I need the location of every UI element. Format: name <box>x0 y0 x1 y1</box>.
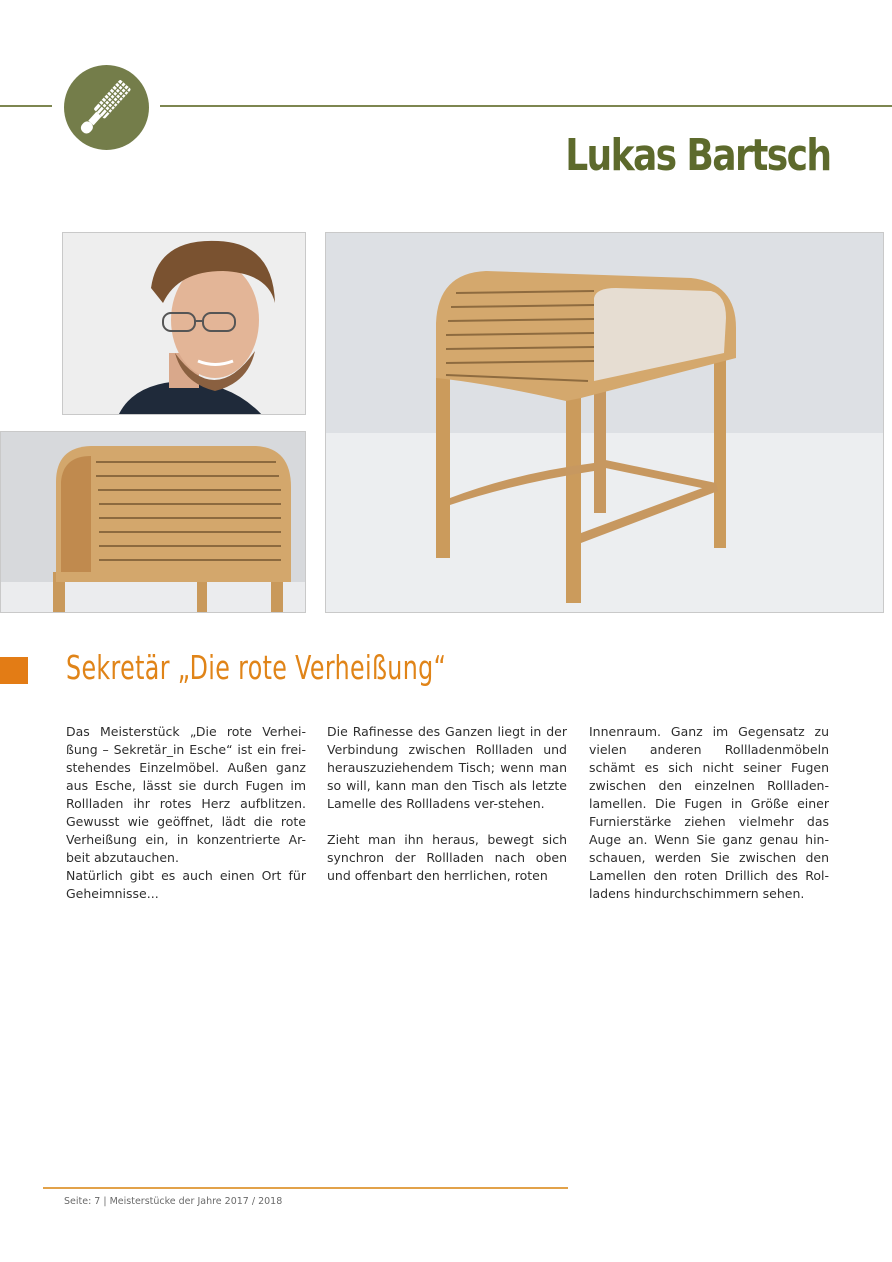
heading-marker <box>0 657 28 684</box>
paragraph: Zieht man ihn heraus, bewegt sich synchron der Rollladen nach oben und offenbart den herrlichen, roten <box>327 832 567 883</box>
rolltop-detail-photo <box>0 431 306 613</box>
paragraph: Das Meisterstück „Die rote Verhei-ßung – Sekretär_in Esche“ ist ein frei-stehendes Einzelmöbel. Außen ganz aus Esche, lässt sie durch Fugen im Rollladen ihr rotes Herz aufblitzen. Gewusst wie geöffnet, lädt die rote Verheißung ein, in konzentrierte Ar-beit abzutauchen. <box>66 724 306 865</box>
badge <box>64 65 149 150</box>
text-column-3 <box>589 723 829 921</box>
paragraph: Innenraum. Ganz im Gegensatz zu vielen anderen Rollladenmöbeln schämt es sich nicht seiner Fugen zwischen den einzelnen Rollladen-lamellen. Die Fugen in Größe einer Furnierstärke ziehen vielmehr das Auge an. Wenn Sie ganz genau hin-schauen, werden Sie zwischen den Lamellen den roten Drillich des Rol-ladens hindurchschimmern sehen. <box>589 724 829 901</box>
header-rule-right <box>160 105 892 107</box>
text-column-1 <box>66 723 306 921</box>
rasp-file-icon <box>64 65 149 150</box>
header-rule-left <box>0 105 52 107</box>
text-column-2 <box>327 723 567 903</box>
paragraph: Natürlich gibt es auch einen Ort für Geheimnisse... <box>66 868 306 901</box>
paragraph: Die Rafinesse des Ganzen liegt in der Verbindung zwischen Rollladen und herauszuziehendem Tisch; wenn man so will, kann man den Tisch als letzte Lamelle des Rollladens ver-stehen. <box>327 724 567 811</box>
article-title: Sekretär „Die rote Verheißung“ <box>66 648 447 687</box>
author-name: Lukas Bartsch <box>564 130 830 181</box>
footer-rule <box>43 1187 568 1189</box>
portrait-photo <box>62 232 306 415</box>
page-footer: Seite: 7 | Meisterstücke der Jahre 2017 / 2018 <box>64 1196 283 1207</box>
secretary-furniture-photo <box>325 232 884 613</box>
